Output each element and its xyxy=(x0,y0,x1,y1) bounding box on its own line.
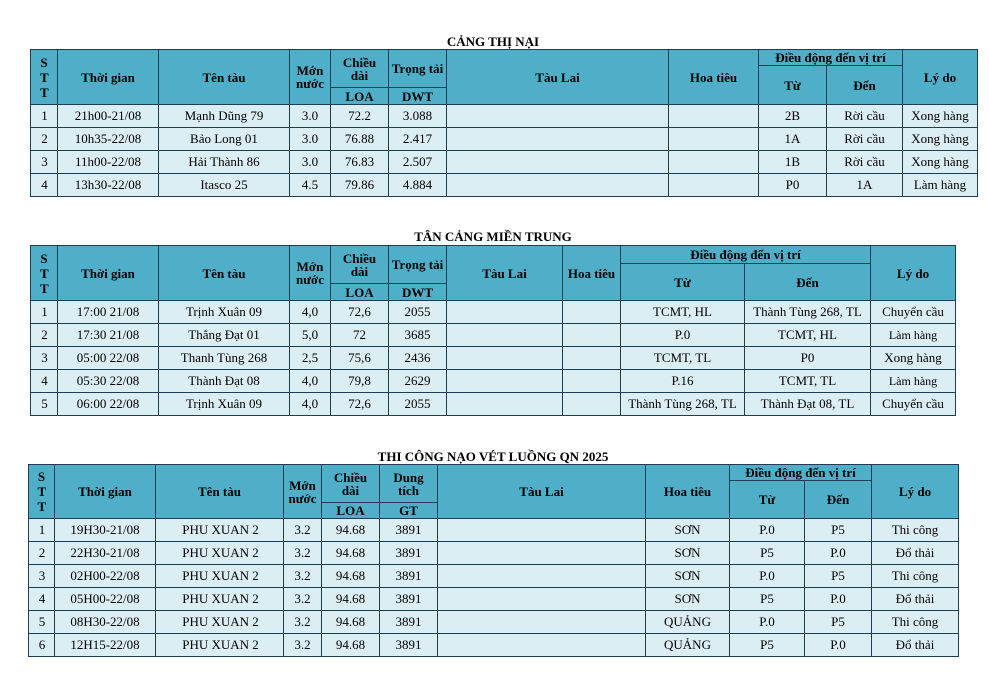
row-number: 2 xyxy=(29,542,55,565)
row-draft: 3.2 xyxy=(284,542,322,565)
row-capacity: 3.088 xyxy=(389,105,447,128)
row-tug xyxy=(447,347,563,370)
table-row xyxy=(31,324,956,347)
row-capacity: 3891 xyxy=(380,565,438,588)
table-row xyxy=(29,611,959,634)
row-time: 17:00 21/08 xyxy=(58,301,159,324)
row-reason: Xong hàng xyxy=(903,105,978,128)
row-to: P5 xyxy=(805,565,872,588)
row-ship-name: Hải Thành 86 xyxy=(159,151,290,174)
row-time: 10h35-22/08 xyxy=(58,128,159,151)
row-tug xyxy=(438,588,646,611)
row-length: 72,6 xyxy=(331,393,389,416)
row-tug xyxy=(438,565,646,588)
row-time: 05:30 22/08 xyxy=(58,370,159,393)
row-to: P5 xyxy=(805,519,872,542)
row-capacity: 2.417 xyxy=(389,128,447,151)
row-time: 05H00-22/08 xyxy=(55,588,156,611)
row-from: TCMT, TL xyxy=(621,347,745,370)
row-length: 75,6 xyxy=(331,347,389,370)
row-to: Rời cầu xyxy=(827,128,903,151)
schedule-table-thi-nai xyxy=(30,49,978,197)
row-time: 05:00 22/08 xyxy=(58,347,159,370)
row-to: Rời cầu xyxy=(827,151,903,174)
row-from: P.0 xyxy=(730,519,805,542)
header-capacity-unit: DWT xyxy=(389,88,447,105)
row-draft: 2,5 xyxy=(290,347,331,370)
table-row xyxy=(31,301,956,324)
header-move-to: Điều động đến vị trí xyxy=(759,50,903,66)
row-draft: 3.0 xyxy=(290,105,331,128)
header-move-to: Điều động đến vị trí xyxy=(621,246,871,264)
row-tug xyxy=(447,105,669,128)
row-draft: 4,0 xyxy=(290,370,331,393)
row-draft: 5,0 xyxy=(290,324,331,347)
row-capacity: 2.507 xyxy=(389,151,447,174)
row-time: 19H30-21/08 xyxy=(55,519,156,542)
row-tug xyxy=(447,128,669,151)
row-number: 4 xyxy=(31,174,58,197)
row-to: P.0 xyxy=(805,634,872,657)
row-pilot: SƠN xyxy=(646,565,730,588)
header-stt xyxy=(29,465,55,519)
section-title-nao-vet: THI CÔNG NẠO VÉT LUỒNG QN 2025 xyxy=(377,449,609,464)
row-to: P5 xyxy=(805,611,872,634)
header-capacity: Dung tích xyxy=(380,465,438,503)
header-draft: Mớn nước xyxy=(284,465,322,519)
row-length: 94.68 xyxy=(322,634,380,657)
table-row xyxy=(31,393,956,416)
header-ship-name: Tên tàu xyxy=(159,246,290,301)
row-ship-name: PHU XUAN 2 xyxy=(156,565,284,588)
row-pilot: QUẢNG xyxy=(646,611,730,634)
row-time: 08H30-22/08 xyxy=(55,611,156,634)
row-tug xyxy=(447,151,669,174)
header-ship-name: Tên tàu xyxy=(156,465,284,519)
row-from: TCMT, HL xyxy=(621,301,745,324)
row-capacity: 2629 xyxy=(389,370,447,393)
row-time: 11h00-22/08 xyxy=(58,151,159,174)
header-pilot: Hoa tiêu xyxy=(563,246,621,301)
row-time: 17:30 21/08 xyxy=(58,324,159,347)
row-pilot xyxy=(563,301,621,324)
row-to: TCMT, HL xyxy=(745,324,871,347)
row-ship-name: Bảo Long 01 xyxy=(159,128,290,151)
row-length: 72 xyxy=(331,324,389,347)
row-reason: Thi công xyxy=(872,565,959,588)
header-tug: Tàu Lai xyxy=(447,246,563,301)
header-reason: Lý do xyxy=(871,246,956,301)
row-length: 94.68 xyxy=(322,611,380,634)
row-draft: 4,0 xyxy=(290,393,331,416)
row-tug xyxy=(438,634,646,657)
row-from: P0 xyxy=(759,174,827,197)
row-number: 4 xyxy=(29,588,55,611)
row-to: TCMT, TL xyxy=(745,370,871,393)
header-draft: Mớn nước xyxy=(290,246,331,301)
row-from: Thành Tùng 268, TL xyxy=(621,393,745,416)
row-from: 2B xyxy=(759,105,827,128)
header-length: Chiều dài xyxy=(331,50,389,88)
row-to: P0 xyxy=(745,347,871,370)
header-reason: Lý do xyxy=(872,465,959,519)
header-capacity-unit: DWT xyxy=(389,284,447,301)
row-number: 2 xyxy=(31,128,58,151)
row-pilot: QUẢNG xyxy=(646,634,730,657)
schedule-table-nao-vet xyxy=(28,464,959,657)
row-tug xyxy=(447,393,563,416)
header-capacity: Trọng tải xyxy=(389,246,447,284)
row-pilot xyxy=(669,174,759,197)
row-pilot xyxy=(669,128,759,151)
row-reason: Xong hàng xyxy=(903,128,978,151)
header-stt-label: STT xyxy=(37,469,47,514)
row-length: 94.68 xyxy=(322,519,380,542)
row-number: 5 xyxy=(29,611,55,634)
row-tug xyxy=(438,611,646,634)
row-reason: Chuyển cầu xyxy=(871,301,956,324)
row-reason: Làm hàng xyxy=(871,370,956,393)
header-capacity: Trọng tải xyxy=(389,50,447,88)
row-capacity: 3891 xyxy=(380,519,438,542)
row-ship-name: Thắng Đạt 01 xyxy=(159,324,290,347)
row-reason: Chuyển cầu xyxy=(871,393,956,416)
row-capacity: 3685 xyxy=(389,324,447,347)
row-reason: Đổ thải xyxy=(872,588,959,611)
header-stt xyxy=(31,50,58,105)
header-length: Chiều dài xyxy=(322,465,380,503)
row-ship-name: PHU XUAN 2 xyxy=(156,542,284,565)
row-number: 1 xyxy=(31,105,58,128)
row-from: 1B xyxy=(759,151,827,174)
header-from: Từ xyxy=(759,66,827,105)
row-ship-name: PHU XUAN 2 xyxy=(156,519,284,542)
row-length: 94.68 xyxy=(322,542,380,565)
section-title-thi-nai: CẢNG THỊ NẠI xyxy=(446,34,540,49)
row-pilot xyxy=(563,370,621,393)
row-pilot xyxy=(669,151,759,174)
row-pilot xyxy=(563,324,621,347)
row-number: 1 xyxy=(31,301,58,324)
row-capacity: 2055 xyxy=(389,301,447,324)
row-time: 06:00 22/08 xyxy=(58,393,159,416)
header-from: Từ xyxy=(621,264,745,301)
header-ship-name: Tên tàu xyxy=(159,50,290,105)
row-draft: 3.2 xyxy=(284,565,322,588)
table-row xyxy=(31,128,978,151)
row-to: P.0 xyxy=(805,588,872,611)
row-reason: Đổ thải xyxy=(872,634,959,657)
header-stt-label: STT xyxy=(40,54,49,100)
header-length: Chiều dài xyxy=(331,246,389,284)
row-reason: Xong hàng xyxy=(871,347,956,370)
row-tug xyxy=(447,301,563,324)
row-time: 13h30-22/08 xyxy=(58,174,159,197)
header-time: Thời gian xyxy=(58,50,159,105)
row-ship-name: Trịnh Xuân 09 xyxy=(159,393,290,416)
row-ship-name: PHU XUAN 2 xyxy=(156,611,284,634)
table-row xyxy=(29,565,959,588)
row-pilot: SƠN xyxy=(646,519,730,542)
row-time: 12H15-22/08 xyxy=(55,634,156,657)
row-draft: 3.2 xyxy=(284,519,322,542)
row-draft: 3.2 xyxy=(284,634,322,657)
row-from: P5 xyxy=(730,634,805,657)
row-capacity: 3891 xyxy=(380,611,438,634)
row-ship-name: Thanh Tùng 268 xyxy=(159,347,290,370)
row-number: 5 xyxy=(31,393,58,416)
row-number: 2 xyxy=(31,324,58,347)
row-time: 22H30-21/08 xyxy=(55,542,156,565)
header-time: Thời gian xyxy=(55,465,156,519)
row-number: 3 xyxy=(29,565,55,588)
table-row xyxy=(31,151,978,174)
header-to: Đến xyxy=(827,66,903,105)
row-reason: Làm hàng xyxy=(871,324,956,347)
row-length: 94.68 xyxy=(322,565,380,588)
header-tug: Tàu Lai xyxy=(438,465,646,519)
row-ship-name: Itasco 25 xyxy=(159,174,290,197)
row-length: 76.88 xyxy=(331,128,389,151)
row-ship-name: Mạnh Dũng 79 xyxy=(159,105,290,128)
header-stt xyxy=(31,246,58,301)
row-length: 94.68 xyxy=(322,588,380,611)
header-length-unit: LOA xyxy=(331,284,389,301)
header-move-to: Điều động đến vị trí xyxy=(730,465,872,481)
row-draft: 3.2 xyxy=(284,611,322,634)
row-to: Rời cầu xyxy=(827,105,903,128)
row-from: P.0 xyxy=(621,324,745,347)
row-reason: Đổ thải xyxy=(872,542,959,565)
row-reason: Làm hàng xyxy=(903,174,978,197)
row-to: Thành Tùng 268, TL xyxy=(745,301,871,324)
header-time: Thời gian xyxy=(58,246,159,301)
header-to: Đến xyxy=(745,264,871,301)
table-row xyxy=(31,174,978,197)
row-pilot: SƠN xyxy=(646,542,730,565)
row-ship-name: PHU XUAN 2 xyxy=(156,634,284,657)
row-length: 72.2 xyxy=(331,105,389,128)
header-from: Từ xyxy=(730,481,805,519)
row-reason: Thi công xyxy=(872,519,959,542)
header-stt-label: STT xyxy=(40,250,49,296)
schedule-table-tan-cang xyxy=(30,245,956,416)
row-to: 1A xyxy=(827,174,903,197)
row-draft: 4.5 xyxy=(290,174,331,197)
header-draft: Mớn nước xyxy=(290,50,331,105)
row-time: 02H00-22/08 xyxy=(55,565,156,588)
row-tug xyxy=(438,519,646,542)
table-row xyxy=(29,588,959,611)
header-capacity-unit: GT xyxy=(380,503,438,519)
row-from: 1A xyxy=(759,128,827,151)
table-row xyxy=(31,105,978,128)
section-title-tan-cang: TÂN CẢNG MIỀN TRUNG xyxy=(414,229,572,244)
row-capacity: 2436 xyxy=(389,347,447,370)
row-pilot xyxy=(563,393,621,416)
table-row xyxy=(29,634,959,657)
row-draft: 3.0 xyxy=(290,128,331,151)
row-draft: 3.0 xyxy=(290,151,331,174)
header-length-unit: LOA xyxy=(331,88,389,105)
row-ship-name: PHU XUAN 2 xyxy=(156,588,284,611)
row-from: P.0 xyxy=(730,611,805,634)
header-reason: Lý do xyxy=(903,50,978,105)
row-ship-name: Trịnh Xuân 09 xyxy=(159,301,290,324)
row-to: Thành Đạt 08, TL xyxy=(745,393,871,416)
row-time: 21h00-21/08 xyxy=(58,105,159,128)
row-tug xyxy=(447,324,563,347)
row-capacity: 3891 xyxy=(380,542,438,565)
row-tug xyxy=(438,542,646,565)
row-number: 1 xyxy=(29,519,55,542)
row-length: 79,8 xyxy=(331,370,389,393)
row-tug xyxy=(447,370,563,393)
header-to: Đến xyxy=(805,481,872,519)
row-pilot: SƠN xyxy=(646,588,730,611)
row-ship-name: Thành Đạt 08 xyxy=(159,370,290,393)
row-pilot xyxy=(669,105,759,128)
row-number: 3 xyxy=(31,151,58,174)
header-pilot: Hoa tiêu xyxy=(669,50,759,105)
row-capacity: 3891 xyxy=(380,588,438,611)
row-length: 79.86 xyxy=(331,174,389,197)
row-length: 76.83 xyxy=(331,151,389,174)
row-to: P.0 xyxy=(805,542,872,565)
table-row xyxy=(29,519,959,542)
row-from: P.0 xyxy=(730,565,805,588)
table-row xyxy=(31,370,956,393)
row-reason: Thi công xyxy=(872,611,959,634)
row-draft: 4,0 xyxy=(290,301,331,324)
row-capacity: 4.884 xyxy=(389,174,447,197)
header-pilot: Hoa tiêu xyxy=(646,465,730,519)
row-capacity: 2055 xyxy=(389,393,447,416)
row-number: 6 xyxy=(29,634,55,657)
table-row xyxy=(29,542,959,565)
row-length: 72,6 xyxy=(331,301,389,324)
row-from: P5 xyxy=(730,542,805,565)
header-length-unit: LOA xyxy=(322,503,380,519)
row-from: P.16 xyxy=(621,370,745,393)
table-row xyxy=(31,347,956,370)
row-reason: Xong hàng xyxy=(903,151,978,174)
row-capacity: 3891 xyxy=(380,634,438,657)
row-number: 4 xyxy=(31,370,58,393)
row-pilot xyxy=(563,347,621,370)
row-draft: 3.2 xyxy=(284,588,322,611)
row-tug xyxy=(447,174,669,197)
row-number: 3 xyxy=(31,347,58,370)
row-from: P5 xyxy=(730,588,805,611)
header-tug: Tàu Lai xyxy=(447,50,669,105)
